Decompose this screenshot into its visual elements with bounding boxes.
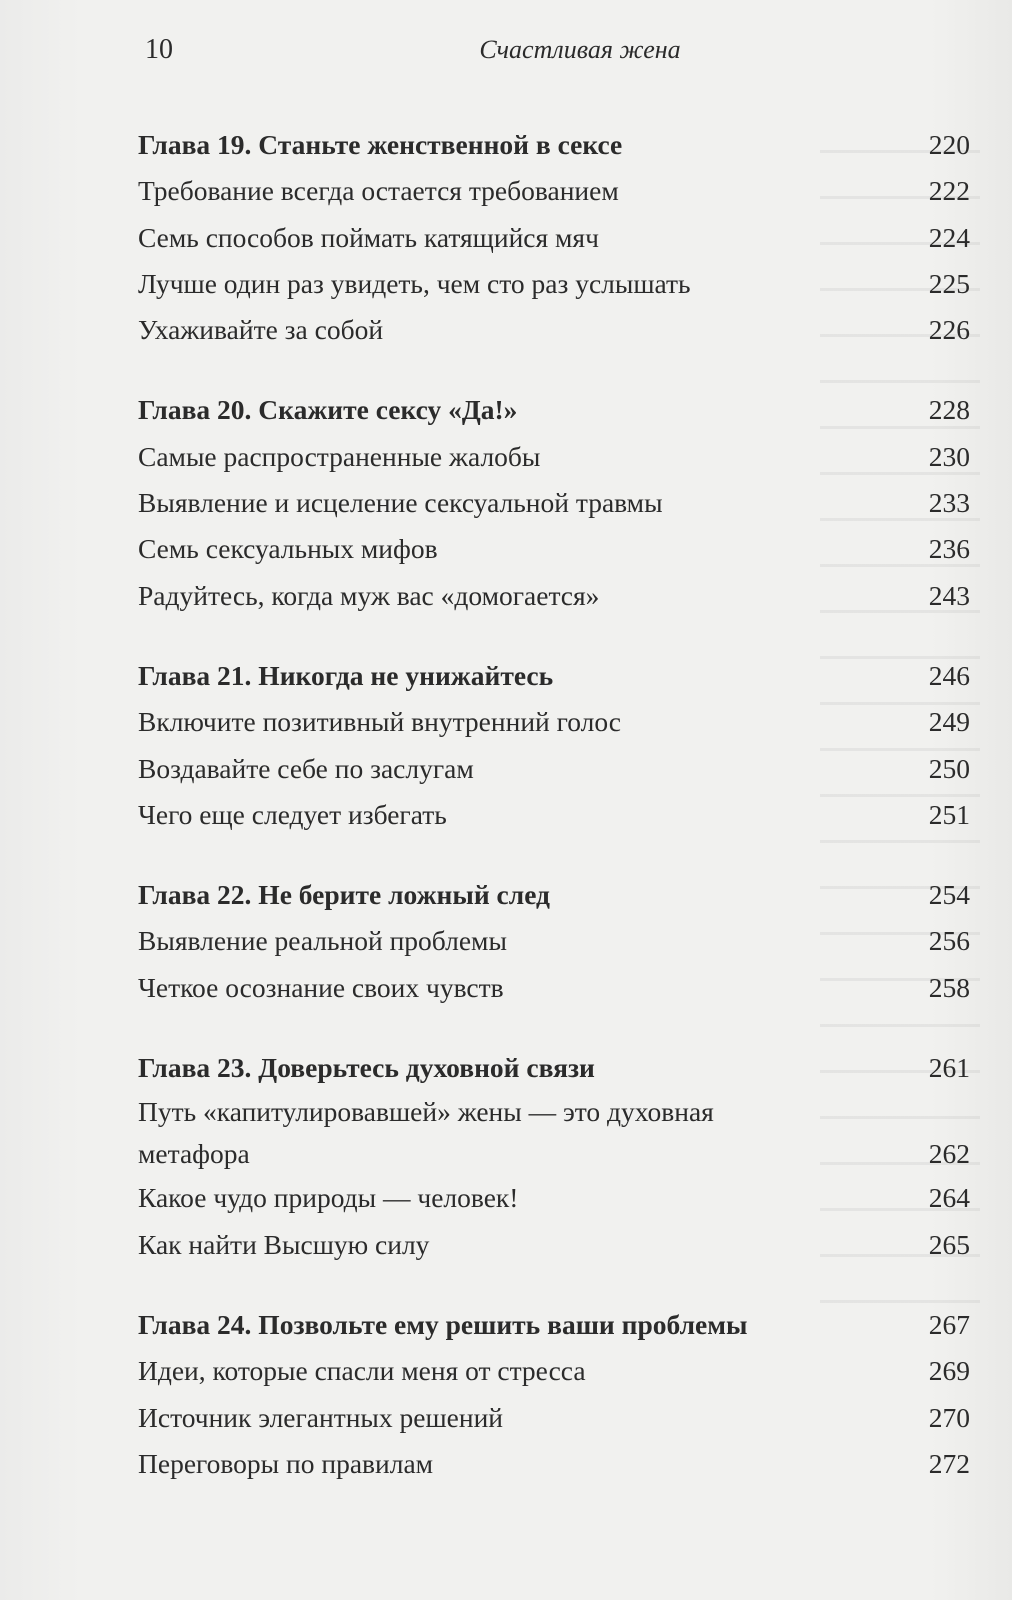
entry-title: Какое чудо природы — человек! [138,1182,519,1214]
page-ref: 250 [928,752,970,784]
entry-title: Лучше один раз увидеть, чем сто раз услышать [138,267,691,299]
toc-entry [138,1175,970,1221]
toc-entry [138,1222,970,1268]
chapter-title: Глава 23. Доверьтесь духовной связи [138,1052,595,1084]
page-ref: 265 [928,1228,970,1260]
running-head [145,30,955,70]
chapter-title: Глава 20. Скажите сексу «Да!» [138,394,518,426]
page-ref: 272 [928,1447,970,1479]
toc-entry [138,1395,970,1441]
toc-entry [138,1091,970,1133]
entry-title: Как найти Высшую силу [138,1228,430,1260]
toc-entry [138,480,970,526]
toc-entry [138,965,970,1011]
chapter-heading [138,872,970,918]
page-ref: 254 [928,879,970,911]
page-ref: 222 [928,175,970,207]
page-ref: 249 [928,706,970,738]
page-ref: 264 [928,1182,970,1214]
chapter-heading [138,1045,970,1091]
chapter-title: Глава 22. Не берите ложный след [138,879,550,911]
entry-title: Семь способов поймать катящийся мяч [138,221,599,253]
toc-entry [138,746,970,792]
entry-title: Чего еще следует избегать [138,798,447,830]
page-ref: 233 [928,487,970,519]
chapter-heading [138,387,970,433]
toc-entry [138,918,970,964]
page-ref: 246 [928,659,970,691]
toc-entry [138,434,970,480]
toc-entry [138,307,970,353]
chapter-title: Глава 19. Станьте женственной в сексе [138,129,623,160]
page-ref: 251 [928,798,970,830]
toc-entry [138,792,970,838]
chapter-21 [138,653,970,838]
toc-entry-continuation [138,1133,970,1175]
chapter-23 [138,1045,970,1268]
page-ref: 258 [928,971,970,1003]
toc-entry [138,1441,970,1487]
entry-title: Включите позитивный внутренний голос [138,706,621,738]
book-title: Счастливая жена [479,35,681,64]
page-ref: 224 [928,221,970,253]
entry-title: Источник элегантных решений [138,1401,504,1433]
page-ref: 261 [928,1052,970,1084]
chapter-22 [138,872,970,1011]
entry-title: Переговоры по правилам [138,1447,434,1479]
entry-title: Семь сексуальных мифов [138,533,438,565]
toc-entry [138,168,970,214]
page-ref: 270 [928,1401,970,1433]
page-ref: 269 [928,1355,970,1387]
entry-title: Воздавайте себе по заслугам [138,752,474,784]
page-ref: 228 [928,394,970,426]
page-ref: 267 [928,1308,970,1340]
entry-title: Идеи, которые спасли меня от стресса [138,1355,586,1387]
entry-title: Требование всегда остается требованием [138,175,619,207]
entry-title: Ухаживайте за собой [138,314,384,346]
page-ref: 225 [928,267,970,299]
chapter-title: Глава 24. Позвольте ему решить ваши проблемы [138,1308,748,1340]
entry-title: Путь «капитулировавшей» жены — это духовная [138,1096,714,1128]
page-ref: 256 [928,925,970,957]
toc-entry [138,261,970,307]
chapter-heading [138,122,970,168]
entry-title: Самые распространенные жалобы [138,440,541,472]
chapter-19 [138,122,970,353]
chapter-heading [138,1302,970,1348]
chapter-24 [138,1302,970,1487]
entry-title-continuation: метафора [138,1138,250,1170]
page-ref: 230 [928,440,970,472]
page-ref: 236 [928,533,970,565]
page-ref: 226 [928,314,970,346]
toc-entry [138,573,970,619]
page-ref: 262 [928,1138,970,1170]
toc-entry [138,1348,970,1394]
entry-title: Выявление реальной проблемы [138,925,507,957]
entry-title: Радуйтесь, когда муж вас «домогается» [138,579,600,611]
table-of-contents [138,122,970,1521]
page-ref: 220 [928,129,970,160]
entry-title: Четкое осознание своих чувств [138,971,504,1003]
chapter-heading [138,653,970,699]
chapter-20 [138,387,970,618]
chapter-title: Глава 21. Никогда не унижайтесь [138,659,554,691]
toc-entry [138,699,970,745]
entry-title: Выявление и исцеление сексуальной травмы [138,487,663,519]
toc-entry [138,526,970,572]
toc-entry [138,215,970,261]
page-ref: 243 [928,579,970,611]
page-number: 10 [145,34,173,65]
